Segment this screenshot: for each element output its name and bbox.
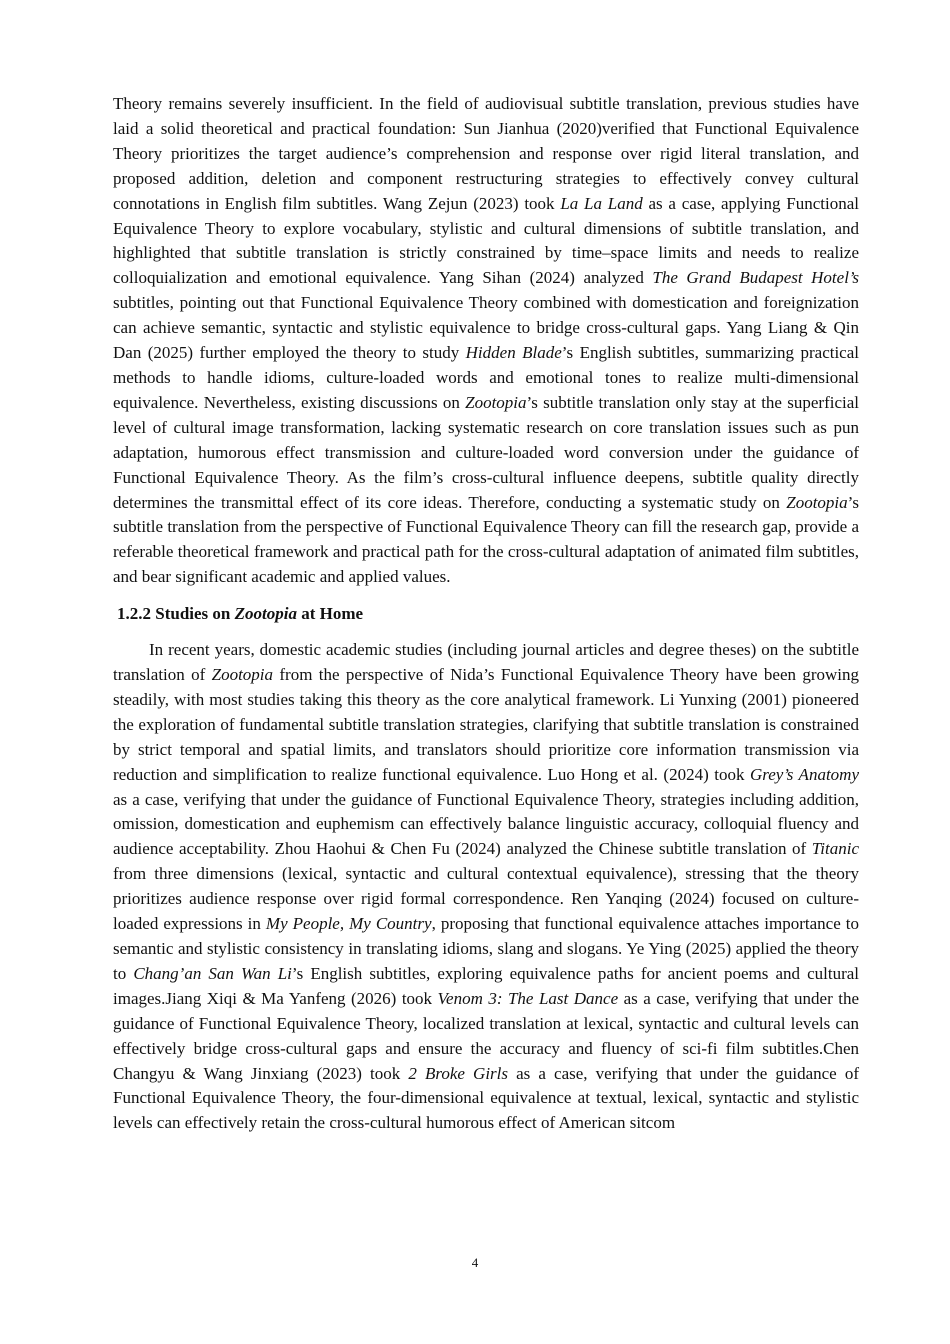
italic-title: Hidden Blade (465, 343, 562, 363)
text-run: ’s subtitle translation only stay at the superficial level of cultural image transformation, lacking systematic research on core translation issues such as pun adaptation, humorous effect transmission and culture-loaded word conversion under the guidance of Functional Equivalence Theory. As the film’s cross-cultural influence deepens, subtitle quality directly determines the transmittal effect of its core ideas. Therefore, conducting a systematic study on (113, 392, 859, 512)
italic-title: Zootopia (465, 392, 527, 412)
italic-title: La La Land (560, 193, 643, 213)
text-run: as a case, verifying that under the guidance of Functional Equivalence Theory, the four-dimensional equivalence at textual, lexical, syntactic and stylistic levels can effectively retain the cross-cultural humorous effect of American sitcom (113, 1063, 860, 1133)
text-run: Theory remains severely insufficient. In the field of audiovisual subtitle translation, previous studies have laid a solid theoretical and practical foundation: Sun Jianhua (2020)verified that Functional Equivalence Theory prioritizes the target audience’s comprehension and response over rigid literal translation, and proposed addition, deletion and component restructuring strategies to effectively convey cultural connotations in English film subtitles. Wang Zejun (2023) took (113, 94, 859, 213)
italic-title: Zootopia (786, 492, 848, 512)
section-heading-prefix: 1.2.2 Studies on (117, 604, 235, 624)
section-heading (117, 602, 859, 626)
section-heading-title: Zootopia (234, 604, 297, 624)
italic-title: Chang’an San Wan Li (133, 963, 292, 983)
text-run: from the perspective of Nida’s Functional Equivalence Theory have been growing steadily, with most studies taking this theory as the core analytical framework. Li Yunxing (2001) pioneered the exploration of fundamental subtitle translation strategies, clarifying that subtitle translation is constrained by strict temporal and spatial limits, and translators should prioritize core information transmission via reduction and simplification to realize functional equivalence. Luo Hong et al. (2024) took (113, 665, 859, 784)
text-run: ’s subtitle translation from the perspective of Functional Equivalence Theory can fill the research gap, provide a referable theoretical framework and practical path for the cross-cultural adaptation of animated film subtitles, and bear significant academic and applied values. (113, 492, 859, 587)
page-number: 4 (471, 1255, 479, 1270)
italic-title: My People, My Country (265, 914, 432, 934)
text-run: , proposing that functional equivalence attaches importance to semantic and stylistic consistency in translating idioms, slang and slogans. Ye Ying (2025) applied the theory to (113, 914, 859, 983)
italic-title: 2 Broke Girls (408, 1063, 508, 1083)
italic-title: The Grand Budapest Hotel’s (652, 268, 859, 288)
section-heading-suffix: at Home (296, 604, 364, 624)
text-run: ’s English subtitles, exploring equivalence paths for ancient poems and cultural images.Jiang Xiqi & Ma Yanfeng (2026) took (113, 963, 859, 1008)
text-run: subtitles, pointing out that Functional Equivalence Theory combined with domestication and foreignization can achieve semantic, syntactic and stylistic equivalence to bridge cross-cultural gaps. Yang Liang & Qin Dan (2025) further employed the theory to study (113, 293, 859, 363)
italic-title: Titanic (811, 839, 859, 859)
text-run: as a case, applying Functional Equivalence Theory to explore vocabulary, stylistic and cultural dimensions of subtitle translation, and highlighted that subtitle translation is strictly constrained by time–space limits and needs to realize colloquialization and emotional equivalence. Yang Sihan (2024) analyzed (113, 193, 859, 288)
document-page (113, 92, 859, 1136)
text-run: from three dimensions (lexical, syntactic and cultural contextual equivalence), stressing that the theory prioritizes audience response over rigid formal correspondence. Ren Yanqing (2024) focused on culture-loaded expressions in (113, 864, 859, 934)
text-run: as a case, verifying that under the guidance of Functional Equivalence Theory, strategies including addition, omission, domestication and euphemism can effectively balance linguistic accuracy, colloquial fluency and audience acceptability. Zhou Haohui & Chen Fu (2024) analyzed the Chinese subtitle translation of (113, 789, 859, 859)
body-paragraph (113, 638, 859, 1136)
text-run: In recent years, domestic academic studies (including journal articles and degree theses) on the subtitle translation of (113, 640, 859, 685)
text-run: as a case, verifying that under the guidance of Functional Equivalence Theory, localized translation at lexical, syntactic and cultural levels can effectively bridge cross-cultural gaps and ensure the accuracy and fluency of sci-fi film subtitles.Chen Changyu & Wang Jinxiang (2023) took (113, 988, 859, 1083)
italic-title: Venom 3: The Last Dance (437, 988, 619, 1008)
italic-title: Grey’s Anatomy (749, 764, 859, 784)
italic-title: Zootopia (211, 665, 274, 685)
body-paragraph (113, 92, 859, 590)
text-run: ’s English subtitles, summarizing practical methods to handle idioms, culture-loaded words and emotional tones to realize multi-dimensional equivalence. Nevertheless, existing discussions on (113, 343, 859, 412)
